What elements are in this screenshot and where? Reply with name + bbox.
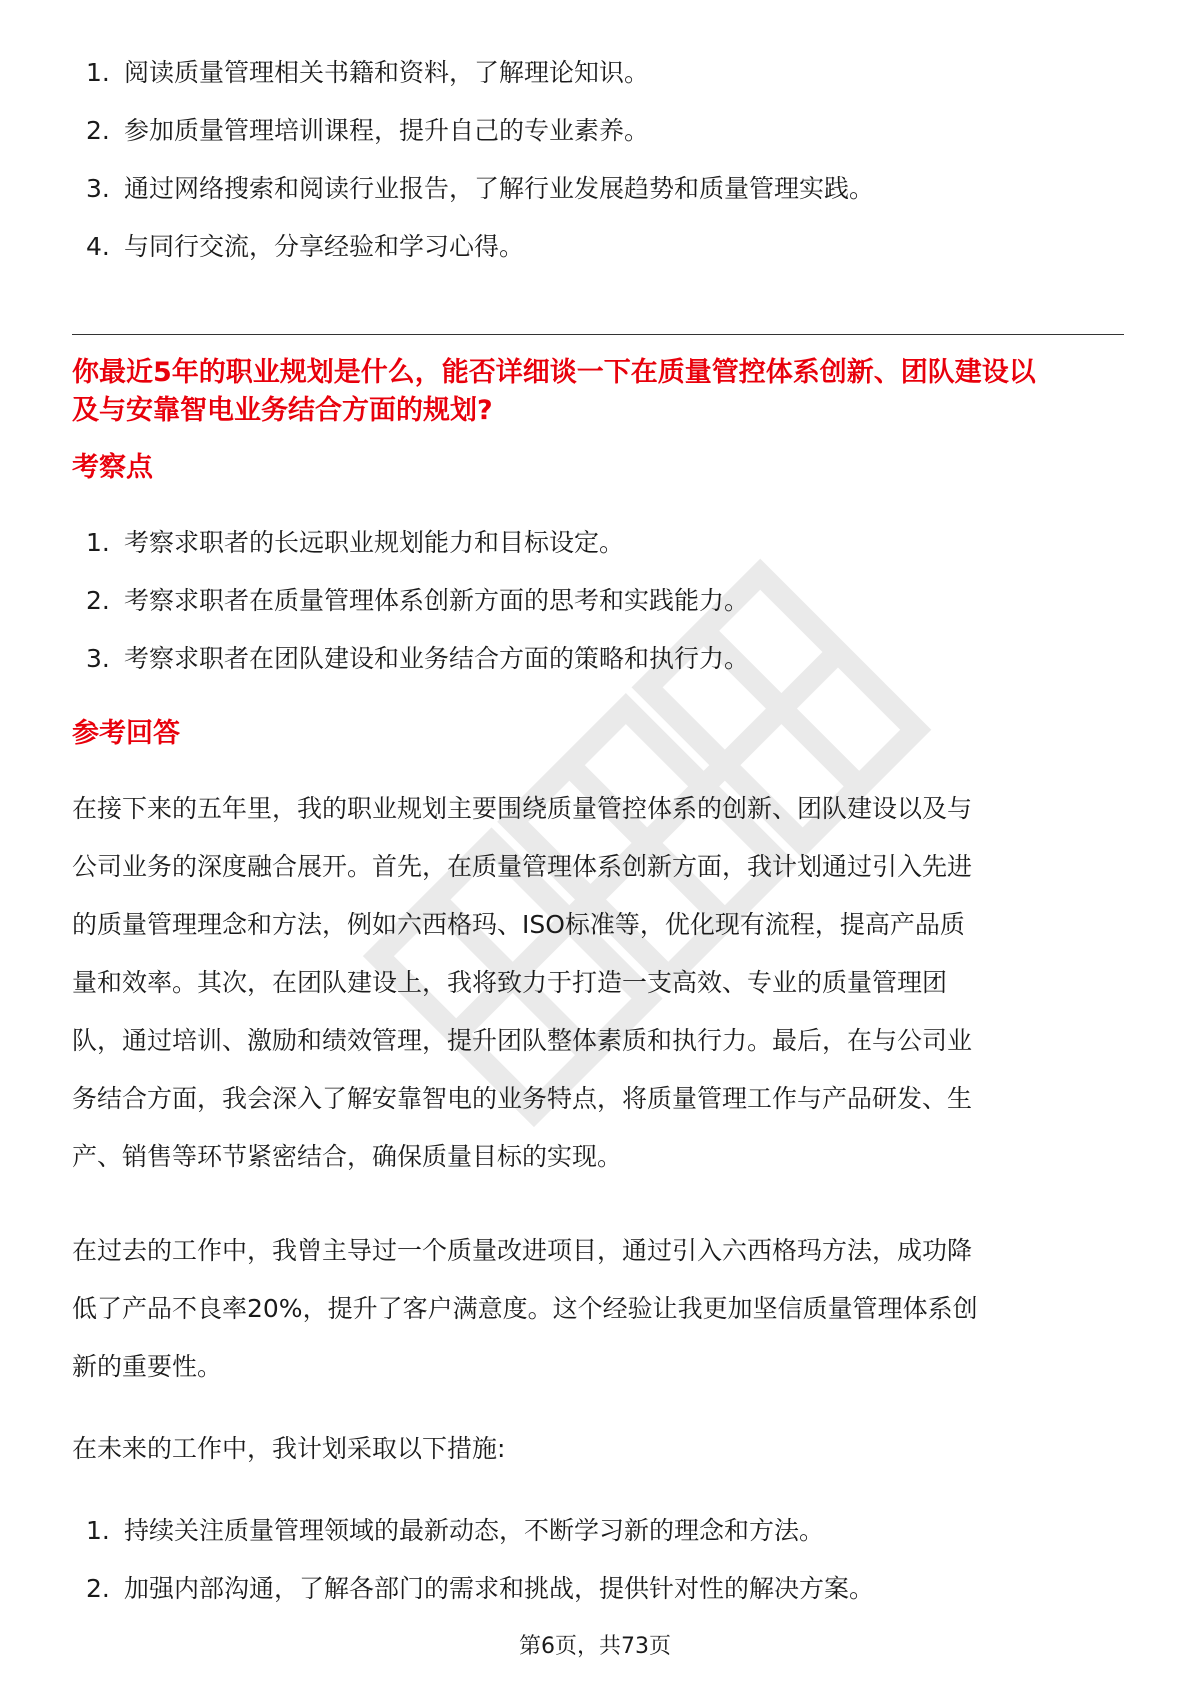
list-item: 2. 考察求职者在质量管理体系创新方面的思考和实践能力。	[86, 586, 750, 615]
answer-paragraph-3: 在未来的工作中，我计划采取以下措施:	[72, 1434, 506, 1463]
list-item: 2. 参加质量管理培训课程，提升自己的专业素养。	[86, 116, 650, 145]
question-heading: 你最近5年的职业规划是什么，能否详细谈一下在质量管控体系创新、团队建设以 及与安靠智电业务结合方面的规划?	[72, 357, 1036, 426]
reference-answer-title: 参考回答	[72, 718, 180, 749]
list-item: 3. 考察求职者在团队建设和业务结合方面的策略和执行力。	[86, 644, 750, 673]
list-item: 1. 持续关注质量管理领域的最新动态，不断学习新的理念和方法。	[86, 1516, 825, 1545]
list-item: 3. 通过网络搜索和阅读行业报告，了解行业发展趋势和质量管理实践。	[86, 174, 875, 203]
section-divider	[72, 334, 1124, 335]
answer-paragraph-2: 在过去的工作中，我曾主导过一个质量改进项目，通过引入六西格玛方法，成功降 低了产品不良率20%，提升了客户满意度。这个经验让我更加坚信质量管理体系创 新的重要性。	[72, 1236, 978, 1381]
exam-points-title: 考察点	[72, 452, 153, 483]
list-item: 4. 与同行交流，分享经验和学习心得。	[86, 232, 525, 261]
page-footer: 第6页，共73页	[519, 1634, 671, 1659]
answer-paragraph-1: 在接下来的五年里，我的职业规划主要围绕质量管控体系的创新、团队建设以及与 公司业务的深度融合展开。首先，在质量管理体系创新方面，我计划通过引入先进 的质量管理理念和方法，例如六西格玛、ISO标准等，优化现有流程，提高产品质 量和效率。其次，在团队建设上，我将致力于打造一支高效、专业的质量管理团 队，通过培训、激励和绩效管理，提升团队整体素质和执行力。最后，在与公司业 务结合方面，我会深入了解安靠智电的业务特点，将质量管理工作与产品研发、生 产、销售等环节紧密结合，确保质量目标的实现。	[72, 794, 973, 1171]
measures-list	[72, 1502, 874, 1618]
list-item: 1. 阅读质量管理相关书籍和资料，了解理论知识。	[86, 58, 650, 87]
list-item: 1. 考察求职者的长远职业规划能力和目标设定。	[86, 528, 625, 557]
exam-points-list	[72, 514, 749, 688]
list-item: 2. 加强内部沟通，了解各部门的需求和挑战，提供针对性的解决方案。	[86, 1574, 875, 1603]
intro-list	[72, 44, 874, 276]
